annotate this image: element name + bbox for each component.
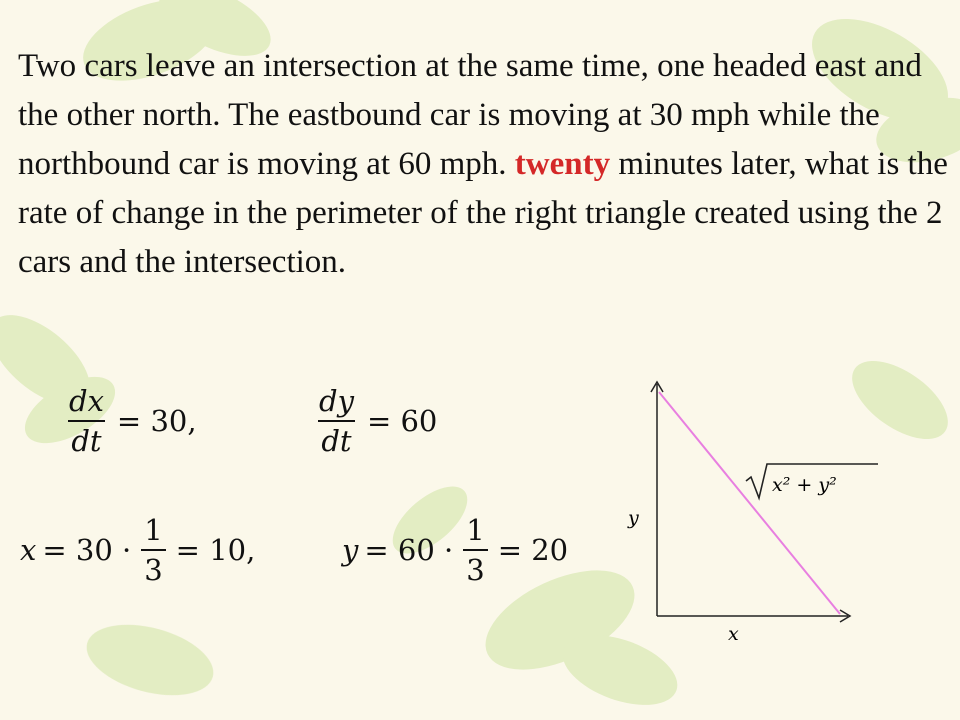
- y-lhs: y: [342, 533, 359, 567]
- hypotenuse-line: [659, 392, 840, 614]
- x-frac-num: 1: [144, 513, 163, 547]
- problem-text-after: minutes later, what is the rate of change in the perimeter of the right triangle created using the 2 cars and the intersection.: [18, 146, 948, 280]
- problem-statement: [18, 42, 953, 287]
- right-triangle-diagram: [600, 370, 900, 650]
- y-mid: = 60 ·: [364, 533, 454, 567]
- highlighted-word: twenty: [514, 146, 611, 182]
- x-one-third-fraction: [141, 513, 165, 587]
- x-position-equation: [20, 513, 261, 587]
- dx-rhs: = 30,: [116, 404, 197, 438]
- y-position-equation: [342, 513, 574, 587]
- x-lhs: x: [20, 533, 37, 567]
- dx-numerator: dx: [69, 384, 104, 418]
- x-label: x: [728, 623, 739, 645]
- y-frac-num: 1: [466, 513, 485, 547]
- dt-denominator: dt: [68, 420, 104, 458]
- dx-dt-fraction: [66, 384, 107, 458]
- dy-dt-equation: [312, 384, 443, 458]
- y-label: y: [628, 507, 639, 529]
- x-frac-den: 3: [141, 549, 165, 587]
- dx-dt-equation: [62, 384, 203, 458]
- x-mid: = 30 ·: [42, 533, 132, 567]
- x-rhs: = 10,: [175, 533, 256, 567]
- y-frac-den: 3: [463, 549, 487, 587]
- dy-rhs: = 60: [366, 404, 438, 438]
- hypotenuse-label: x² + y²: [772, 474, 837, 496]
- dy-dt-fraction: [316, 384, 357, 458]
- y-rhs: = 20: [497, 533, 569, 567]
- y-one-third-fraction: [463, 513, 487, 587]
- dt-denominator-2: dt: [318, 420, 354, 458]
- problem-text-before: Two cars leave an intersection at the same time, one headed east and the other north. The eastbound car is moving at 30 mph while the northbound car is moving at 60 mph.: [18, 48, 922, 182]
- dy-numerator: dy: [319, 384, 354, 418]
